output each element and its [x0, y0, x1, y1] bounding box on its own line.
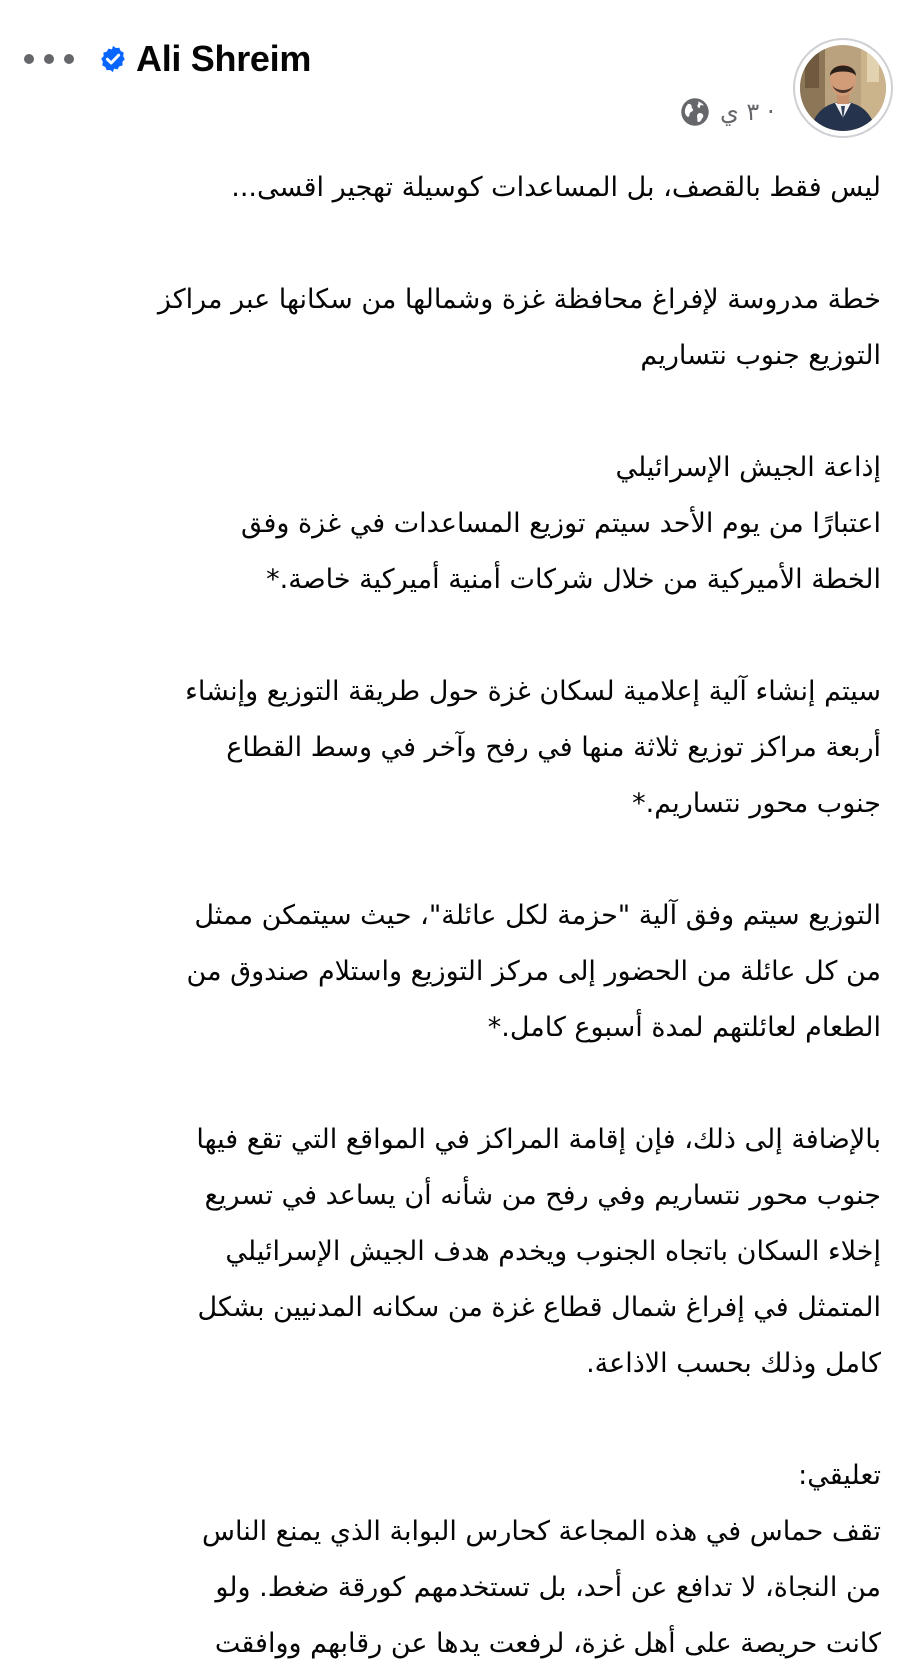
more-dot — [44, 54, 54, 64]
paragraph — [40, 160, 881, 216]
text-line: الخطة الأميركية من خلال شركات أمنية أميركية خاصة.* — [266, 564, 881, 595]
avatar-photo — [795, 40, 891, 136]
paragraph — [40, 440, 881, 608]
text-line: خطة مدروسة لإفراغ محافظة غزة وشمالها من سكانها عبر مراكز — [157, 284, 881, 315]
text-line: تقف حماس في هذه المجاعة كحارس البوابة الذي يمنع الناس — [202, 1516, 881, 1547]
paragraph — [40, 1112, 881, 1392]
text-line: جنوب محور نتساريم وفي رفح من شأنه أن يساعد في تسريع — [204, 1180, 881, 1211]
text-line: تعليقي: — [798, 1460, 881, 1491]
paragraph — [40, 888, 881, 1056]
text-line: المتمثل في إفراغ شمال قطاع غزة من سكانه المدنيين بشكل — [197, 1292, 881, 1323]
text-line: ليس فقط بالقصف، بل المساعدات كوسيلة تهجير اقسى... — [231, 172, 881, 203]
text-line: اعتبارًا من يوم الأحد سيتم توزيع المساعدات في غزة وفق — [240, 508, 881, 539]
verified-badge-icon — [98, 44, 128, 74]
paragraph — [40, 664, 881, 832]
text-line: جنوب محور نتساريم.* — [632, 788, 881, 819]
post-text — [40, 160, 881, 1672]
text-line: من النجاة، لا تدافع عن أحد، بل تستخدمهم كورقة ضغط. ولو — [215, 1572, 881, 1603]
text-line: إخلاء السكان باتجاه الجنوب ويخدم هدف الجيش الإسرائيلي — [225, 1236, 881, 1267]
text-line: إذاعة الجيش الإسرائيلي — [615, 452, 881, 483]
post-meta — [680, 94, 775, 130]
more-dot — [24, 54, 34, 64]
text-line: بالإضافة إلى ذلك، فإن إقامة المراكز في المواقع التي تقع فيها — [196, 1124, 881, 1155]
more-options-button[interactable] — [24, 44, 74, 74]
author-row — [98, 36, 311, 82]
text-line: كامل وذلك بحسب الاذاعة. — [586, 1348, 881, 1379]
text-line: كانت حريصة على أهل غزة، لرفعت يدها عن رقابهم ووافقت — [214, 1628, 881, 1659]
author-avatar[interactable] — [795, 40, 891, 136]
post-header — [0, 0, 921, 150]
text-line: الطعام لعائلتهم لمدة أسبوع كامل.* — [487, 1012, 881, 1043]
post-timestamp[interactable]: ٣ ي · — [720, 98, 775, 126]
text-line: التوزيع سيتم وفق آلية "حزمة لكل عائلة"، حيث سيتمكن ممثل — [194, 900, 881, 931]
text-line: سيتم إنشاء آلية إعلامية لسكان غزة حول طريقة التوزيع وإنشاء — [185, 676, 881, 707]
author-name-link[interactable]: Ali Shreim — [136, 38, 312, 79]
text-line: من كل عائلة من الحضور إلى مركز التوزيع واستلام صندوق من — [186, 956, 881, 987]
paragraph — [40, 1448, 881, 1672]
text-line: التوزيع جنوب نتساريم — [640, 340, 881, 371]
more-dot — [64, 54, 74, 64]
paragraph — [40, 272, 881, 384]
globe-icon[interactable] — [680, 97, 710, 127]
text-line: أربعة مراكز توزيع ثلاثة منها في رفح وآخر في وسط القطاع — [226, 732, 881, 763]
